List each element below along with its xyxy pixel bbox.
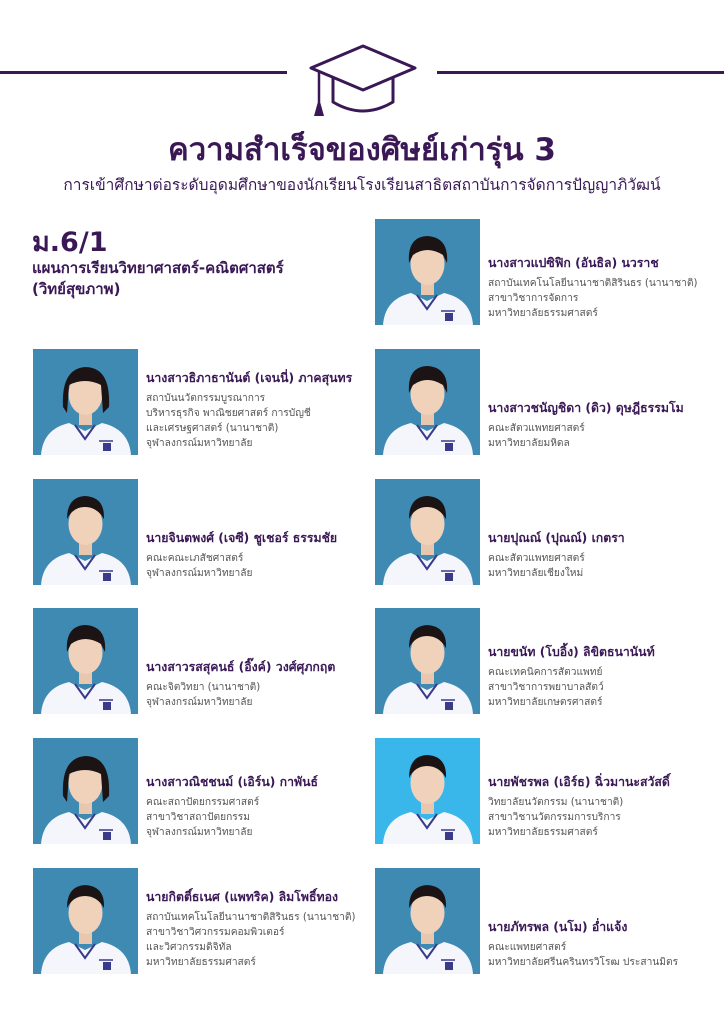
student-detail: มหาวิทยาลัยธรรมศาสตร์ [488,827,598,838]
student-detail: และวิศวกรรมดิจิทัล [146,942,232,953]
student-detail: สาขาวิชาการพยาบาลสัตว์ [488,682,604,693]
page-subtitle: การเข้าศึกษาต่อระดับอุดมศึกษาของนักเรียนโรงเรียนสาธิตสถาบันการจัดการปัญญาภิวัฒน์ [63,176,661,194]
student-info [488,773,724,840]
student-photo [375,349,480,455]
student-card [33,868,378,974]
student-detail: บริหารธุรกิจ พาณิชยศาสตร์ การบัญชี [146,408,311,419]
student-photo [375,219,480,325]
student-card [375,479,720,585]
student-detail: สาขาวิชาวิศวกรรมคอมพิวเตอร์ [146,927,285,938]
student-name: นางสาวชนัญชิดา (ดิว) ดุษฎีธรรมโม [488,401,684,415]
student-card [375,349,720,455]
student-detail: สาขาวิชาสถาปัตยกรรม [146,812,250,823]
student-card [375,738,720,844]
student-info [146,369,382,451]
student-photo [33,608,138,714]
study-plan-line: แผนการเรียนวิทยาศาสตร์-คณิตศาสตร์ [32,259,284,277]
student-detail: จุฬาลงกรณ์มหาวิทยาลัย [146,438,253,449]
student-info [488,529,724,581]
study-plan [32,258,284,300]
student-info [146,529,382,581]
student-photo [33,349,138,455]
student-detail: มหาวิทยาลัยมหิดล [488,438,570,449]
student-detail: คณะคณะเภสัชศาสตร์ [146,553,244,564]
student-card [375,868,720,974]
student-name: นายขนัท (โบอิ้ง) ลิขิตธนานันท์ [488,645,655,659]
graduation-cap-icon [305,40,421,124]
header-rule-left [0,71,287,74]
student-info [488,254,724,321]
student-photo [375,868,480,974]
student-name: นางสาวรสสุคนธ์ (อิ๊งค์) วงศ์ศุภกฤต [146,660,336,674]
student-name: นายจินตพงศ์ (เจซี) ชูเชอร์ ธรรมชัย [146,531,338,545]
student-photo [33,479,138,585]
student-photo [375,738,480,844]
student-photo [375,479,480,585]
student-name: นายปุณณ์ (ปุณณ์) เกตรา [488,531,625,545]
student-name: นายภัทรพล (นโม) อ่ำแจ้ง [488,920,628,934]
student-detail: คณะสัตวแพทยศาสตร์ [488,553,585,564]
student-detail: คณะสถาปัตยกรรมศาสตร์ [146,797,260,808]
header-rule-right [437,71,724,74]
student-info [146,658,382,710]
student-detail: จุฬาลงกรณ์มหาวิทยาลัย [146,568,253,579]
student-detail: วิทยาลัยนวัตกรรม (นานาชาติ) [488,797,624,808]
student-detail: มหาวิทยาลัยธรรมศาสตร์ [488,308,598,319]
student-info [488,399,724,451]
student-info [488,643,724,710]
student-detail: สาขาวิชาการจัดการ [488,293,579,304]
student-detail: สถาบันนวัตกรรมบูรณาการ [146,393,266,404]
class-title: ม.6/1 [32,227,108,258]
student-card [33,349,378,455]
student-name: นายพัชรพล (เอิร์ธ) ฉิ่วมานะสวัสดิ์ [488,775,670,789]
student-info [146,888,382,970]
student-name: นางสาวธิภาธานันต์ (เจนนี่) ภาคสุนทร [146,371,353,385]
student-detail: สาขาวิชานวัตกรรมการบริการ [488,812,621,823]
student-name: นางสาวแปซิฟิก (อันธิล) นวราช [488,256,659,270]
student-detail: มหาวิทยาลัยเชียงใหม่ [488,568,584,579]
student-detail: คณะจิตวิทยา (นานาชาติ) [146,682,261,693]
student-card [33,479,378,585]
page-title: ความสำเร็จของศิษย์เก่ารุ่น 3 [168,132,556,168]
student-photo [33,738,138,844]
student-info [488,918,724,970]
student-detail: มหาวิทยาลัยเกษตรศาสตร์ [488,697,603,708]
student-detail: คณะสัตวแพทยศาสตร์ [488,423,585,434]
study-plan-line: (วิทย์สุขภาพ) [32,280,121,298]
student-info [146,773,382,840]
student-detail: และเศรษฐศาสตร์ (นานาชาติ) [146,423,279,434]
student-detail: มหาวิทยาลัยศรีนครินทรวิโรฒ ประสานมิตร [488,957,679,968]
student-photo [33,868,138,974]
student-detail: สถาบันเทคโนโลยีนานาชาติสิรินธร (นานาชาติ) [146,912,356,923]
student-detail: มหาวิทยาลัยธรรมศาสตร์ [146,957,256,968]
student-name: นายกิตติ์ธเนศ (แพทริค) ลิมโพธิ์ทอง [146,890,338,904]
student-card [375,608,720,714]
student-detail: คณะเทคนิคการสัตวแพทย์ [488,667,603,678]
student-card [375,219,720,325]
student-card [33,608,378,714]
student-name: นางสาวณิชชนม์ (เอิร์น) กาพันธ์ [146,775,319,789]
student-detail: คณะแพทยศาสตร์ [488,942,567,953]
student-detail: จุฬาลงกรณ์มหาวิทยาลัย [146,697,253,708]
student-photo [375,608,480,714]
student-detail: จุฬาลงกรณ์มหาวิทยาลัย [146,827,253,838]
student-detail: สถาบันเทคโนโลยีนานาชาติสิรินธร (นานาชาติ) [488,278,698,289]
student-card [33,738,378,844]
